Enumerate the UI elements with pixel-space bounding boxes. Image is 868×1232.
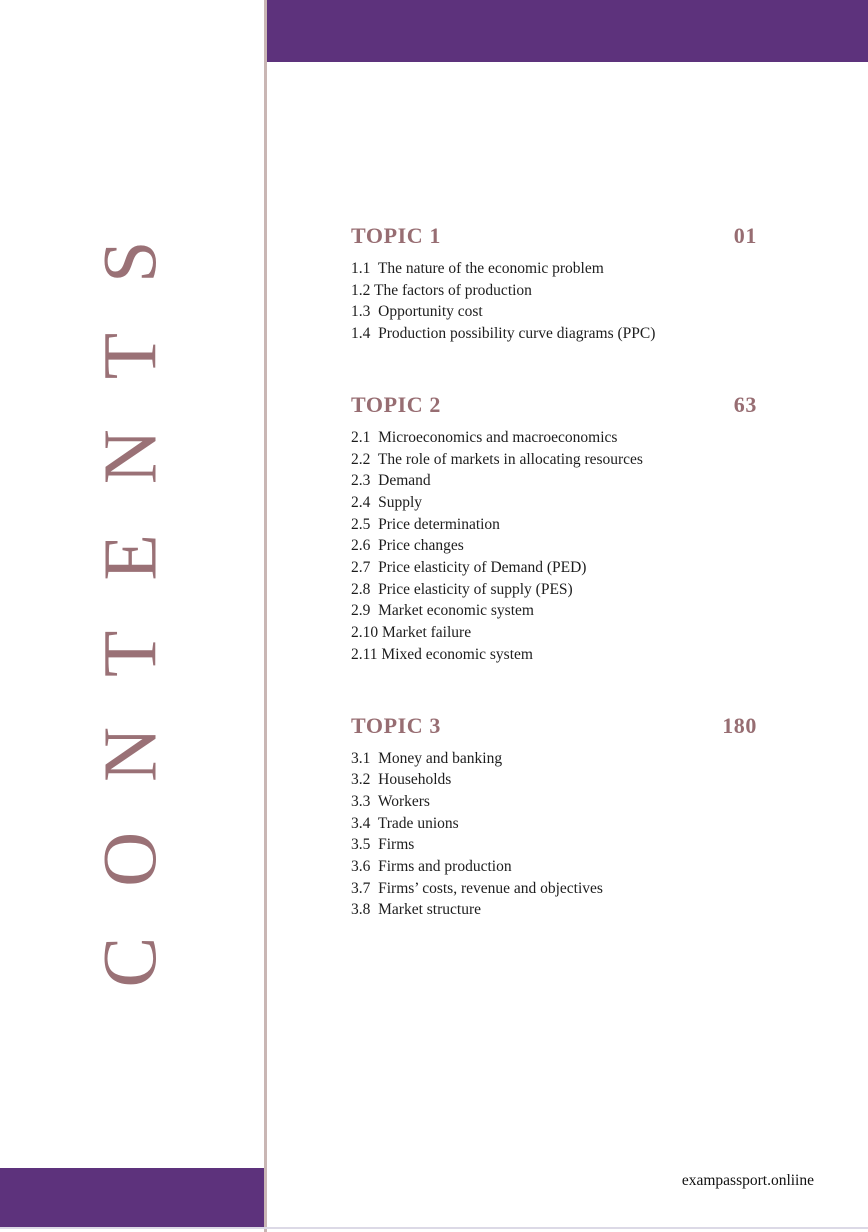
toc-item: 3.7 Firms’ costs, revenue and objectives — [351, 879, 603, 897]
footer-accent-block — [0, 1168, 264, 1228]
toc-item: 2.5 Price determination — [351, 515, 500, 533]
website-text: exampassport.onliine — [681, 1172, 814, 1189]
toc-item: 3.1 Money and banking — [351, 749, 503, 767]
bottom-edge-line — [0, 1227, 868, 1229]
toc-item: 3.5 Firms — [351, 836, 415, 854]
toc-item: 2.8 Price elasticity of supply (PES) — [351, 580, 573, 598]
topic-2-title: TOPIC 2 — [351, 391, 441, 417]
toc-item: 3.2 Households — [351, 771, 452, 789]
toc-item: 2.7 Price elasticity of Demand (PED) — [351, 559, 587, 577]
topic-1-item-list — [351, 258, 757, 345]
toc-item: 3.6 Firms and production — [351, 858, 512, 876]
toc-item: 3.3 Workers — [351, 792, 430, 810]
toc-item: 2.4 Supply — [351, 493, 423, 511]
topic-1-page-number: 01 — [733, 223, 757, 248]
topic-3-title: TOPIC 3 — [351, 712, 441, 738]
toc-item: 2.10 Market failure — [351, 624, 472, 642]
sidebar — [0, 0, 264, 1232]
toc-item: 2.6 Price changes — [351, 537, 464, 555]
topic-2-item-list — [351, 427, 757, 666]
vertical-divider-line — [264, 0, 267, 1232]
topic-2-heading-row — [351, 393, 757, 417]
toc-item: 3.8 Market structure — [351, 901, 481, 919]
toc-main — [351, 224, 757, 921]
toc-item: 2.2 The role of markets in allocating resources — [351, 450, 643, 468]
toc-item: 2.11 Mixed economic system — [351, 645, 533, 663]
toc-item: 1.1 The nature of the economic problem — [351, 260, 604, 277]
topic-1-heading-row — [351, 224, 757, 248]
topic-1-title: TOPIC 1 — [351, 223, 441, 248]
topic-2-page-number: 63 — [733, 391, 757, 417]
contents-vertical-title: CONTENTS — [88, 190, 173, 988]
toc-item: 1.3 Opportunity cost — [351, 303, 483, 321]
topic-3-heading-row — [351, 714, 757, 738]
toc-item: 2.1 Microeconomics and macroeconomics — [351, 428, 618, 446]
top-accent-bar — [267, 0, 868, 62]
toc-item: 1.2 The factors of production — [351, 281, 532, 299]
toc-item: 1.4 Production possibility curve diagrams (PPC) — [351, 325, 656, 343]
topic-3-page-number: 180 — [722, 712, 757, 738]
toc-item: 2.9 Market economic system — [351, 602, 534, 620]
topic-3-item-list — [351, 748, 757, 922]
toc-section-topic-3 — [351, 714, 757, 922]
toc-section-topic-2 — [351, 393, 757, 666]
toc-item: 3.4 Trade unions — [351, 814, 459, 832]
toc-section-topic-1 — [351, 224, 757, 345]
toc-item: 2.3 Demand — [351, 472, 431, 490]
